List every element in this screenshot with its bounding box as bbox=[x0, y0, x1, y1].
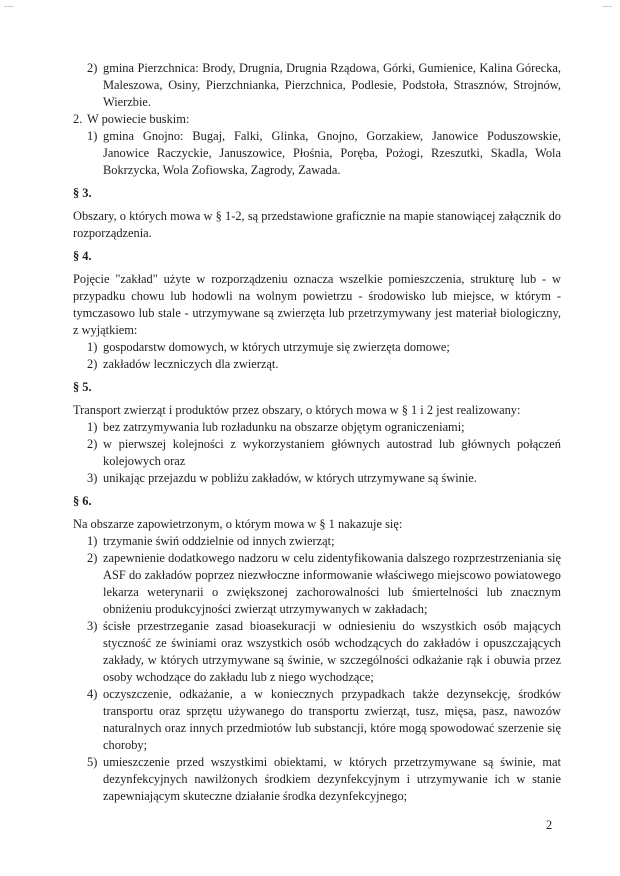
list-item-number: 2) bbox=[87, 437, 98, 451]
list-item bbox=[73, 436, 561, 470]
scan-artifact bbox=[602, 6, 612, 7]
list-item-text: zapewnienie dodatkowego nadzoru w celu zidentyfikowania dalszego rozprzestrzeniania się ASF do zakładów poprzez niezwłoczne informowanie właściwego miejscowo powiatowego lekarza weterynarii o zwiększonej zachorowalności lub śmiertelności lub znacznym obniżeniu produkcyjności zwierząt utrzymywanych w zakładach; bbox=[103, 551, 561, 616]
list-item bbox=[73, 419, 561, 436]
list-item bbox=[73, 754, 561, 805]
list-item-text: oczyszczenie, odkażanie, a w koniecznych przypadkach także dezynsekcję, środków transportu oraz sprzętu używanego do transportu zwierząt, tusz, mięsa, pasz, nawozów naturalnych oraz innych przedmiotów lub substancji, które mogą spowodować szerzenie się choroby; bbox=[103, 687, 561, 752]
list-item-number: 3) bbox=[87, 619, 98, 633]
list-item-number: 1) bbox=[87, 534, 98, 548]
section-heading: § 3. bbox=[73, 186, 92, 200]
section-paragraph: Transport zwierząt i produktów przez obszary, o których mowa w § 1 i 2 jest realizowany: bbox=[73, 403, 521, 417]
list-item bbox=[73, 111, 561, 128]
list-item-text: bez zatrzymywania lub rozładunku na obszarze objętym ograniczeniami; bbox=[103, 420, 465, 434]
document-body bbox=[73, 60, 561, 805]
section-heading: § 4. bbox=[73, 249, 92, 263]
list-item bbox=[73, 533, 561, 550]
list-item-number: 4) bbox=[87, 687, 98, 701]
list-item-text: gmina Gnojno: Bugaj, Falki, Glinka, Gnojno, Gorzakiew, Janowice Poduszowskie, Janowice Raczyckie, Januszowice, Płośnia, Poręba, Pożogi, Rzeszutki, Skadla, Wola Bokrzycka, Wola Zofiowska, Zagrody, Zawada. bbox=[103, 129, 561, 177]
list-item-text: unikając przejazdu w pobliżu zakładów, w których utrzymywane są świnie. bbox=[103, 471, 477, 485]
list-item bbox=[73, 128, 561, 179]
list-item bbox=[73, 550, 561, 618]
section-paragraph: Pojęcie "zakład" użyte w rozporządzeniu oznacza wszelkie pomieszczenia, strukturę lub - w przypadku chowu lub hodowli na wolnym powietrzu - środowisko lub miejsce, w którym - tymczasowo lub stale - utrzymywane są zwierzęta lub przetrzymywany jest materiał biologiczny, z wyjątkiem: bbox=[73, 272, 561, 337]
list-item-number: 1) bbox=[87, 340, 98, 354]
list-item-text: gospodarstw domowych, w których utrzymuje się zwierzęta domowe; bbox=[103, 340, 450, 354]
list-item-number: 2. bbox=[73, 112, 83, 126]
list-item-number: 5) bbox=[87, 755, 98, 769]
list-item-number: 1) bbox=[87, 129, 98, 143]
list-item-text: umieszczenie przed wszystkimi obiektami, w których przetrzymywane są świnie, mat dezynfekcyjnych nawilżonych środkiem dezynfekcyjnym i utrzymywanie ich w stanie zapewniającym skuteczne działanie środka dezynfekcyjnego; bbox=[103, 755, 561, 803]
list-item bbox=[73, 356, 561, 373]
section-heading: § 6. bbox=[73, 494, 92, 508]
list-item-number: 2) bbox=[87, 357, 98, 371]
list-item-number: 1) bbox=[87, 420, 98, 434]
list-item bbox=[73, 618, 561, 686]
list-item-text: w pierwszej kolejności z wykorzystaniem głównych autostrad lub głównych połączeń kolejowych oraz bbox=[103, 437, 561, 468]
list-item bbox=[73, 686, 561, 754]
list-item-text: gmina Pierzchnica: Brody, Drugnia, Drugnia Rządowa, Górki, Gumienice, Kalina Górecka, Maleszowa, Osiny, Pierzchnianka, Pierzchnica, Podlesie, Podstoła, Strasznów, Strojnów, Wierzbie. bbox=[103, 61, 561, 109]
section-paragraph: Obszary, o których mowa w § 1-2, są przedstawione graficznie na mapie stanowiącej załącznik do rozporządzenia. bbox=[73, 209, 561, 240]
list-item-number: 2) bbox=[87, 551, 98, 565]
list-item-text: W powiecie buskim: bbox=[87, 112, 190, 126]
list-item-number: 2) bbox=[87, 61, 98, 75]
list-item bbox=[73, 470, 561, 487]
list-item-text: ścisłe przestrzeganie zasad bioasekuracji w odniesieniu do wszystkich osób mających styczność ze świniami oraz wszystkich osób wchodzących do zakładów i opuszczających zakłady, w których utrzymywane są świnie, w szczególności odkażanie rąk i obuwia przez osoby wchodzące do zakładu lub z niego wychodzące; bbox=[103, 619, 561, 684]
list-item bbox=[73, 339, 561, 356]
list-item bbox=[73, 60, 561, 111]
list-item-text: trzymanie świń oddzielnie od innych zwierząt; bbox=[103, 534, 335, 548]
section-paragraph: Na obszarze zapowietrzonym, o którym mowa w § 1 nakazuje się: bbox=[73, 517, 403, 531]
list-item-text: zakładów leczniczych dla zwierząt. bbox=[103, 357, 279, 371]
scan-artifact bbox=[4, 6, 14, 7]
list-item-number: 3) bbox=[87, 471, 98, 485]
page-number: 2 bbox=[546, 818, 553, 832]
section-heading: § 5. bbox=[73, 380, 92, 394]
